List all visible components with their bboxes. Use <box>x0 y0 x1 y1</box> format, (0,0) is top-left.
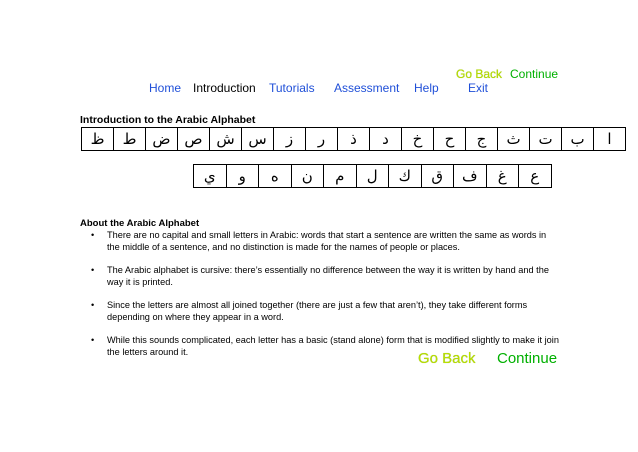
letter-cell[interactable]: ر <box>305 127 338 151</box>
go-back-link-bottom[interactable]: Go Back <box>418 350 476 367</box>
nav-bar <box>0 81 638 97</box>
letter-cell[interactable]: ه <box>258 164 292 188</box>
about-bullet: • While this sounds complicated, each letter has a basic (stand alone) form that is modified slightly to make it join the letters around it. <box>80 334 560 358</box>
letter-cell[interactable]: م <box>323 164 357 188</box>
letter-cell[interactable]: ظ <box>81 127 114 151</box>
go-back-link-top[interactable]: Go Back <box>456 67 503 81</box>
nav-tutorials[interactable]: Tutorials <box>269 81 315 95</box>
letter-cell[interactable]: ب <box>561 127 594 151</box>
letter-cell[interactable]: ط <box>113 127 146 151</box>
letter-cell[interactable]: ف <box>453 164 487 188</box>
nav-home[interactable]: Home <box>149 81 182 95</box>
letter-cell[interactable]: د <box>369 127 402 151</box>
nav-assessment[interactable]: Assessment <box>334 81 400 95</box>
letter-cell[interactable]: ث <box>497 127 530 151</box>
continue-link-top[interactable]: Continue <box>510 67 559 81</box>
letter-cell[interactable]: ص <box>177 127 210 151</box>
letter-cell[interactable]: ش <box>209 127 242 151</box>
letter-cell[interactable]: غ <box>486 164 520 188</box>
letter-cell[interactable]: ن <box>291 164 325 188</box>
letter-cell[interactable]: ج <box>465 127 498 151</box>
letter-cell[interactable]: س <box>241 127 274 151</box>
continue-link-bottom[interactable]: Continue <box>497 350 558 367</box>
letter-cell[interactable]: ز <box>273 127 306 151</box>
letter-cell[interactable]: ض <box>145 127 178 151</box>
letter-cell[interactable]: خ <box>401 127 434 151</box>
letter-cell[interactable]: و <box>226 164 260 188</box>
section-title: Introduction to the Arabic Alphabet <box>80 114 256 126</box>
about-bullet: • There are no capital and small letters in Arabic: words that start a sentence are written the same as words in the middle of a sentence, and no distinction is made for the names of people or places. <box>80 229 560 253</box>
alphabet-row-1 <box>81 127 625 151</box>
letter-cell[interactable]: ق <box>421 164 455 188</box>
letter-cell[interactable]: ح <box>433 127 466 151</box>
letter-cell[interactable]: ك <box>388 164 422 188</box>
letter-cell[interactable]: ل <box>356 164 390 188</box>
alphabet-row-2 <box>193 164 551 188</box>
about-bullet-list <box>80 229 560 369</box>
letter-cell[interactable]: ا <box>593 127 626 151</box>
letter-cell[interactable]: ت <box>529 127 562 151</box>
nav-exit[interactable]: Exit <box>468 81 489 95</box>
letter-cell[interactable]: ي <box>193 164 227 188</box>
letter-cell[interactable]: ع <box>518 164 552 188</box>
about-bullet: • The Arabic alphabet is cursive: there’s essentially no difference between the way it is written by hand and the way it is printed. <box>80 264 560 288</box>
nav-introduction[interactable]: Introduction <box>193 81 256 95</box>
about-title: About the Arabic Alphabet <box>80 218 200 229</box>
nav-help[interactable]: Help <box>414 81 439 95</box>
about-bullet: • Since the letters are almost all joined together (there are just a few that aren’t), they take different forms depending on where they appear in a word. <box>80 299 560 323</box>
letter-cell[interactable]: ذ <box>337 127 370 151</box>
